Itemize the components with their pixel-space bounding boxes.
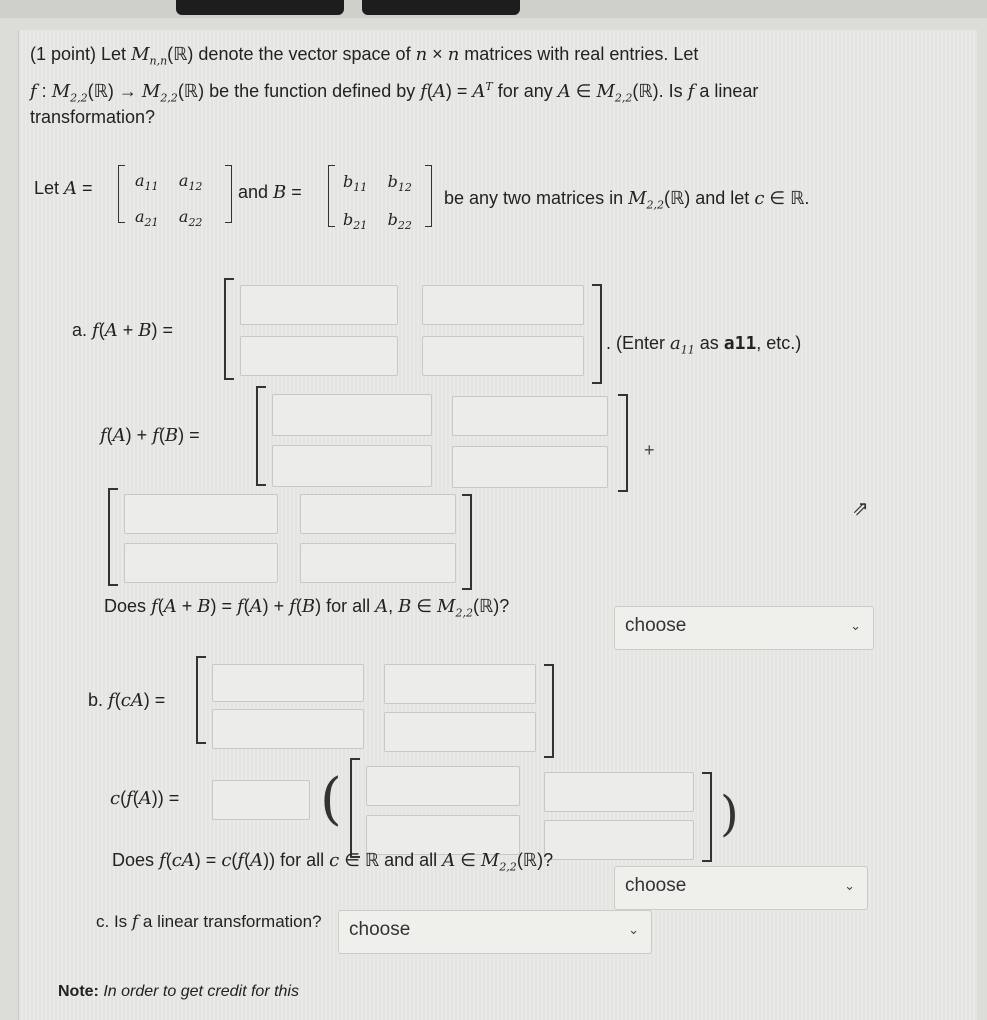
part-a-label: a. f(A + B) = — [72, 320, 173, 341]
setup-let: Let A = — [34, 178, 93, 199]
f-a-plus-b-left-bracket — [224, 278, 234, 380]
matrix-b-right-bracket — [425, 165, 432, 227]
part-c-label: c. Is f a linear transformation? — [96, 912, 322, 932]
browser-tab[interactable] — [176, 0, 344, 15]
entry-hint: . (Enter $a_{11}$ as a11, etc.) — [606, 333, 802, 357]
f-ca-entry-21[interactable] — [212, 709, 364, 749]
c-f-a-entry-12[interactable] — [544, 772, 694, 812]
f-b-entry-22[interactable] — [300, 543, 456, 583]
c-f-a-entry-22[interactable] — [544, 820, 694, 860]
left-paren: ( — [320, 767, 342, 832]
f-a-plus-b-entry-22[interactable] — [422, 336, 584, 376]
c-f-a-entry-11[interactable] — [366, 766, 520, 806]
setup-and: and B = — [238, 182, 302, 203]
f-ca-entry-22[interactable] — [384, 712, 536, 752]
f-b-right-bracket — [462, 494, 472, 590]
note-text: Note: In order to get credit for this — [58, 983, 299, 1000]
setup-tail: be any two matrices in $M_{2,2}(ℝ)$ and let c ∈ ℝ. — [444, 188, 810, 212]
f-a-plus-b-entry-12[interactable] — [422, 285, 584, 325]
c-f-a-left-bracket — [350, 758, 360, 858]
additivity-select[interactable]: choose ⌄ — [614, 606, 874, 650]
homogeneity-question: Does f(cA) = c(f(A)) for all c ∈ ℝ and all A ∈ $M_{2,2}(ℝ)$? — [112, 850, 554, 874]
f-ca-left-bracket — [196, 656, 206, 744]
matrix-a-entries: $a_{11}$ $a_{12}$ $a_{21}$ $a_{22}$ — [135, 171, 203, 230]
right-paren: ) — [720, 786, 739, 842]
f-b-entry-11[interactable] — [124, 494, 278, 534]
f-b-entry-21[interactable] — [124, 543, 278, 583]
f-a-plus-f-b-label: f(A) + f(B) = — [100, 425, 200, 446]
f-a-entry-12[interactable] — [452, 396, 608, 436]
problem-line-1: (1 point) Let $M_{n,n}(ℝ)$ denote the vector space of n × n matrices with real entries. Let — [30, 44, 699, 68]
c-f-a-label: c(f(A)) = — [110, 788, 180, 809]
matrix-a-left-bracket — [118, 165, 125, 223]
part-b-label: b. f(cA) = — [88, 690, 166, 711]
f-a-plus-b-entry-11[interactable] — [240, 285, 398, 325]
browser-tab[interactable] — [362, 0, 520, 15]
f-b-left-bracket — [108, 488, 118, 586]
chevron-down-icon: ⌄ — [850, 618, 861, 633]
f-a-entry-21[interactable] — [272, 445, 432, 487]
f-a-plus-b-entry-21[interactable] — [240, 336, 398, 376]
c-f-a-entry-21[interactable] — [366, 815, 520, 855]
chevron-down-icon: ⌄ — [628, 922, 639, 937]
matrix-b-entries: $b_{11}$ $b_{12}$ $b_{21}$ $b_{22}$ — [343, 172, 412, 233]
homogeneity-select[interactable]: choose ⌄ — [614, 866, 868, 910]
f-a-plus-b-right-bracket — [592, 284, 602, 384]
mouse-cursor-icon: ⇗ — [852, 498, 869, 520]
additivity-question: Does f(A + B) = f(A) + f(B) for all A, B ∈ $M_{2,2}(ℝ)$? — [104, 596, 510, 620]
f-a-entry-22[interactable] — [452, 446, 608, 488]
plus-sign: + — [644, 440, 655, 460]
problem-line-3: transformation? — [30, 107, 156, 127]
matrix-b-left-bracket — [328, 165, 335, 227]
f-ca-entry-11[interactable] — [212, 664, 364, 702]
f-ca-right-bracket — [544, 664, 554, 758]
f-a-entry-11[interactable] — [272, 394, 432, 436]
problem-line-2: f : $M_{2,2}(ℝ)$ → $M_{2,2}(ℝ)$ be the function defined by $f(A) = A^T$ for any A ∈ $M_{2,2}(ℝ)$. Is f a linear — [30, 80, 759, 105]
chevron-down-icon: ⌄ — [844, 878, 855, 893]
f-b-entry-12[interactable] — [300, 494, 456, 534]
f-a-right-bracket — [618, 394, 628, 492]
linear-transformation-select[interactable]: choose ⌄ — [338, 910, 652, 954]
c-f-a-right-bracket — [702, 772, 712, 862]
scalar-c-input[interactable] — [212, 780, 310, 820]
f-ca-entry-12[interactable] — [384, 664, 536, 704]
matrix-a-right-bracket — [225, 165, 232, 223]
f-a-left-bracket — [256, 386, 266, 486]
